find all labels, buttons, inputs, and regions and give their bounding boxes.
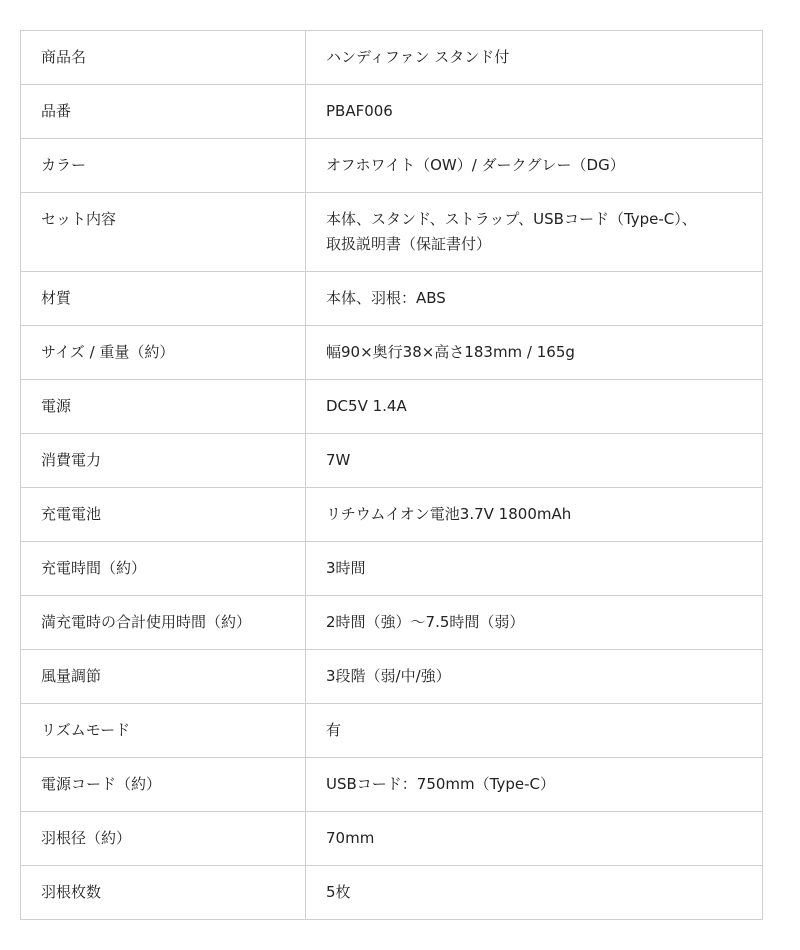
- spec-label: 材質: [21, 272, 306, 326]
- spec-value: 7W: [306, 434, 763, 488]
- table-row: [21, 380, 763, 434]
- table-row: [21, 434, 763, 488]
- table-row: [21, 596, 763, 650]
- table-row: [21, 542, 763, 596]
- spec-label: 羽根枚数: [21, 866, 306, 920]
- spec-value: 本体、スタンド、ストラップ、USBコード（Type-C）、 取扱説明書（保証書付）: [306, 193, 763, 272]
- spec-label: 商品名: [21, 31, 306, 85]
- table-row: [21, 139, 763, 193]
- table-row: [21, 85, 763, 139]
- table-row: [21, 272, 763, 326]
- spec-label: 電源コード（約）: [21, 758, 306, 812]
- spec-value: 3段階（弱/中/強）: [306, 650, 763, 704]
- spec-value: オフホワイト（OW）/ ダークグレー（DG）: [306, 139, 763, 193]
- spec-label: サイズ / 重量（約）: [21, 326, 306, 380]
- spec-value: USBコード：750mm（Type-C）: [306, 758, 763, 812]
- spec-value: 有: [306, 704, 763, 758]
- spec-label: 風量調節: [21, 650, 306, 704]
- spec-value: ハンディファン スタンド付: [306, 31, 763, 85]
- spec-label: セット内容: [21, 193, 306, 272]
- spec-label: 充電電池: [21, 488, 306, 542]
- table-row: [21, 650, 763, 704]
- spec-label: カラー: [21, 139, 306, 193]
- spec-value: 2時間（強）〜7.5時間（弱）: [306, 596, 763, 650]
- spec-table-body: [21, 31, 763, 920]
- spec-value: 本体、羽根：ABS: [306, 272, 763, 326]
- spec-label: 消費電力: [21, 434, 306, 488]
- table-row: [21, 866, 763, 920]
- spec-value: リチウムイオン電池3.7V 1800mAh: [306, 488, 763, 542]
- spec-value: 70mm: [306, 812, 763, 866]
- spec-label: 羽根径（約）: [21, 812, 306, 866]
- spec-label: 電源: [21, 380, 306, 434]
- spec-label: 満充電時の合計使用時間（約）: [21, 596, 306, 650]
- spec-value: 3時間: [306, 542, 763, 596]
- table-row: [21, 193, 763, 272]
- table-row: [21, 758, 763, 812]
- table-row: [21, 31, 763, 85]
- spec-label: 充電時間（約）: [21, 542, 306, 596]
- table-row: [21, 812, 763, 866]
- spec-label: リズムモード: [21, 704, 306, 758]
- spec-value: PBAF006: [306, 85, 763, 139]
- table-row: [21, 704, 763, 758]
- spec-value: 5枚: [306, 866, 763, 920]
- table-row: [21, 326, 763, 380]
- table-row: [21, 488, 763, 542]
- spec-value: DC5V 1.4A: [306, 380, 763, 434]
- spec-value: 幅90×奥行38×高さ183mm / 165g: [306, 326, 763, 380]
- spec-table: [20, 30, 763, 920]
- spec-label: 品番: [21, 85, 306, 139]
